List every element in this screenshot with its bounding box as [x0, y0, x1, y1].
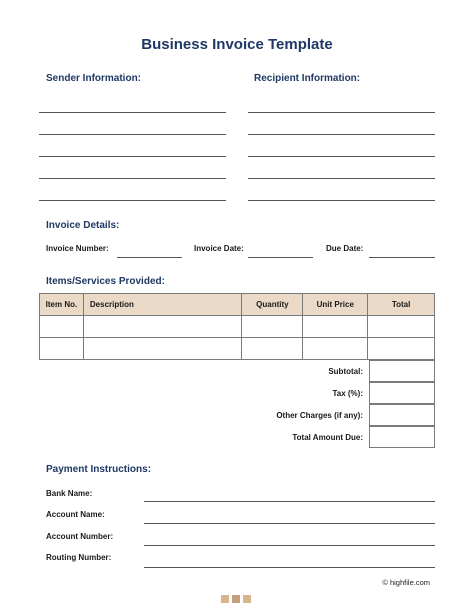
invoice-date-label: Invoice Date:	[194, 244, 244, 253]
items-table	[39, 293, 435, 360]
page-indicator	[221, 595, 251, 603]
col-description: Description	[83, 294, 242, 316]
sender-line-5[interactable]	[39, 200, 226, 201]
tax-label: Tax (%):	[332, 389, 363, 398]
page-dot	[232, 595, 240, 603]
invoice-details-heading: Invoice Details:	[46, 220, 120, 231]
due-date-label: Due Date:	[326, 244, 364, 253]
table-cell[interactable]	[303, 316, 368, 338]
table-cell[interactable]	[83, 338, 242, 360]
payment-heading: Payment Instructions:	[46, 464, 152, 475]
account-number-label: Account Number:	[46, 532, 114, 541]
col-total: Total	[368, 294, 435, 316]
invoice-number-label: Invoice Number:	[46, 244, 109, 253]
account-name-label: Account Name:	[46, 510, 105, 519]
col-quantity: Quantity	[242, 294, 303, 316]
col-unit-price: Unit Price	[303, 294, 368, 316]
recipient-line-3[interactable]	[248, 156, 435, 157]
other-charges-label: Other Charges (if any):	[276, 411, 363, 420]
due-date-field[interactable]	[369, 257, 435, 258]
sender-line-2[interactable]	[39, 134, 226, 135]
tax-field[interactable]	[369, 382, 435, 404]
copyright-text: © highfile.com	[382, 578, 430, 587]
table-row	[40, 338, 435, 360]
total-due-field[interactable]	[369, 426, 435, 448]
recipient-heading: Recipient Information:	[254, 73, 361, 84]
table-cell[interactable]	[40, 338, 84, 360]
sender-line-1[interactable]	[39, 112, 226, 113]
page-dot	[243, 595, 251, 603]
col-item-no: Item No.	[40, 294, 84, 316]
invoice-date-field[interactable]	[248, 257, 313, 258]
recipient-line-2[interactable]	[248, 134, 435, 135]
routing-number-label: Routing Number:	[46, 553, 112, 562]
recipient-line-5[interactable]	[248, 200, 435, 201]
sender-heading: Sender Information:	[46, 73, 142, 84]
table-cell[interactable]	[303, 338, 368, 360]
subtotal-label: Subtotal:	[328, 367, 363, 376]
bank-name-label: Bank Name:	[46, 489, 93, 498]
subtotal-field[interactable]	[369, 360, 435, 382]
sender-line-3[interactable]	[39, 156, 226, 157]
table-cell[interactable]	[368, 316, 435, 338]
sender-line-4[interactable]	[39, 178, 226, 179]
account-name-field[interactable]	[144, 523, 435, 524]
account-number-field[interactable]	[144, 545, 435, 546]
page-dot	[221, 595, 229, 603]
items-heading: Items/Services Provided:	[46, 276, 165, 287]
table-row	[40, 316, 435, 338]
invoice-number-field[interactable]	[117, 257, 182, 258]
items-header-row	[40, 294, 435, 316]
table-cell[interactable]	[40, 316, 84, 338]
recipient-line-1[interactable]	[248, 112, 435, 113]
table-cell[interactable]	[83, 316, 242, 338]
bank-name-field[interactable]	[144, 501, 435, 502]
routing-number-field[interactable]	[144, 567, 435, 568]
total-due-label: Total Amount Due:	[292, 433, 363, 442]
recipient-line-4[interactable]	[248, 178, 435, 179]
table-cell[interactable]	[242, 316, 303, 338]
document-title: Business Invoice Template	[141, 36, 333, 53]
other-charges-field[interactable]	[369, 404, 435, 426]
table-cell[interactable]	[368, 338, 435, 360]
table-cell[interactable]	[242, 338, 303, 360]
